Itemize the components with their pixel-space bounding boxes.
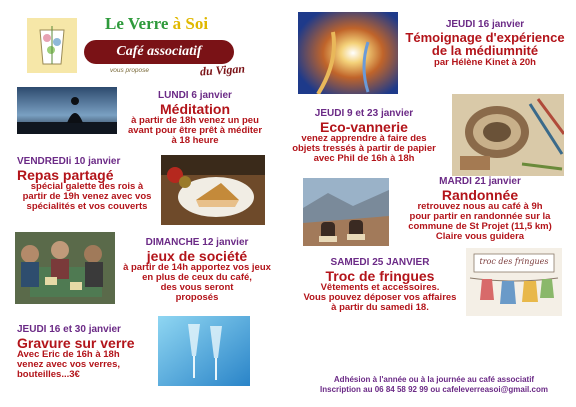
- description-line: pour partir en randonnée sur la: [409, 211, 551, 223]
- description-line: spécialités et vos couverts: [26, 201, 148, 213]
- troc-illustration: [466, 248, 562, 316]
- event-gravure-sur-verre: [17, 325, 142, 380]
- event-randonnee: [394, 177, 566, 242]
- du-vigan-text: du Vigan: [199, 61, 246, 79]
- description-line: à partir du samedi 18.: [331, 302, 429, 314]
- event-description: [17, 350, 142, 380]
- event-description: [280, 134, 448, 164]
- event-title: Méditation: [160, 100, 230, 117]
- description-line: avec Phil de 16h à 18h: [313, 153, 415, 165]
- description-line: retrouvez nous au café à 9h: [417, 201, 543, 213]
- brand-name-part1: Le Verre: [105, 14, 173, 33]
- description-line: Claire vous guidera: [435, 231, 525, 243]
- event-jeux-de-societe: [117, 238, 277, 303]
- description-line: avant pour être prêt à méditer: [127, 125, 263, 137]
- event-description: [17, 182, 157, 212]
- brand-name: [105, 14, 208, 34]
- event-date: VENDREDIi 10 janvier: [17, 156, 121, 167]
- description-line: spécial galette des rois à: [30, 181, 144, 193]
- event-date: JEUDI 9 et 23 janvier: [314, 108, 414, 119]
- description-line: Vêtements et accessoires.: [320, 282, 440, 294]
- description-line: venez avec vos verres,: [17, 359, 120, 371]
- event-description: [117, 263, 277, 303]
- meditation-photo: [17, 87, 117, 134]
- event-date: JEUDI 16 et 30 janvier: [17, 324, 121, 335]
- randonnee-photo: [303, 178, 389, 246]
- vannerie-photo: [452, 94, 564, 176]
- jeux-photo: [15, 232, 115, 304]
- description-line: des vous seront: [160, 282, 234, 294]
- event-date: MARDI 21 janvier: [439, 176, 521, 187]
- event-title: Repas partagé: [17, 166, 114, 183]
- vous-propose-text: vous propose: [110, 67, 150, 74]
- event-description: [400, 58, 570, 68]
- event-eco-vannerie: [280, 109, 448, 164]
- description-line: objets tressés à partir de papier: [292, 143, 436, 155]
- event-meditation: [121, 91, 269, 146]
- description-line: proposés: [175, 292, 219, 304]
- event-title-line: Témoignage d'expérience: [405, 29, 565, 45]
- description-line: venez apprendre à faire des: [301, 133, 427, 145]
- cafe-logo-image: [27, 18, 77, 73]
- event-date: JEUDI 16 janvier: [445, 19, 525, 30]
- event-title: Randonnée: [441, 186, 519, 203]
- glasses-photo: [158, 316, 250, 386]
- event-title-line: de la médiumnité: [431, 43, 539, 59]
- cafe-associatif-banner: Café associatif: [84, 40, 234, 64]
- event-title: Gravure sur verre: [17, 334, 135, 351]
- description-line: commune de St Projet (11,5 km): [408, 221, 552, 233]
- event-date: DIMANCHE 12 janvier: [145, 237, 249, 248]
- description-line: par Hélène Kinet à 20h: [434, 56, 536, 68]
- event-troc-de-fringues: [295, 258, 465, 313]
- event-title: jeux de société: [146, 247, 248, 264]
- description-line: Avec Eric de 16h à 18h: [17, 349, 120, 361]
- event-repas-partage: [17, 157, 157, 212]
- description-line: à partir de 18h venez un peu: [131, 115, 259, 127]
- description-line: en plus de ceux du café,: [142, 272, 252, 284]
- footer-info: [300, 375, 568, 395]
- event-title: Eco-vannerie: [320, 118, 408, 135]
- event-description: [121, 116, 269, 146]
- troc-sign-text: troc des fringues: [479, 257, 549, 266]
- brand-name-part2: à Soi: [172, 14, 209, 33]
- description-line: bouteilles...3€: [17, 369, 80, 381]
- event-description: [295, 283, 465, 313]
- description-line: à partir de 14h apportez vos jeux: [123, 262, 271, 274]
- mediumnite-photo: [298, 12, 398, 94]
- event-date: SAMEDI 25 JANVIER: [330, 257, 430, 268]
- event-temoignage-mediumnite: [400, 20, 570, 68]
- footer-membership: Adhésion à l'année ou à la journée au café associatif: [333, 375, 535, 384]
- description-line: à 18 heure: [171, 135, 219, 147]
- galette-photo: [161, 155, 265, 225]
- event-title: Troc de fringues: [325, 267, 435, 284]
- event-description: [394, 202, 566, 242]
- footer-inscription: Inscription au 06 84 58 92 99 ou cafeleverreasoi@gmail.com: [320, 385, 548, 394]
- description-line: Vous pouvez déposer vos affaires: [303, 292, 457, 304]
- event-date: LUNDI 6 janvier: [158, 90, 232, 101]
- description-line: partir de 19h venez avec vos: [22, 191, 152, 203]
